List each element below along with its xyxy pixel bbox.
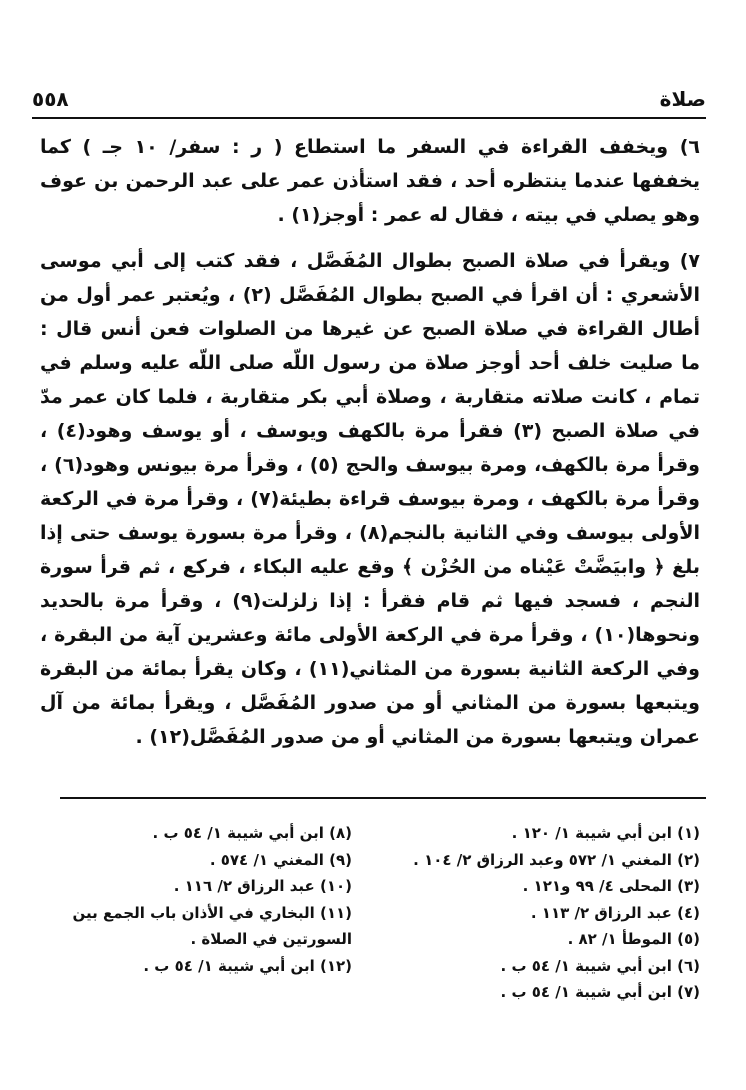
footnote: (٢) المغني ١/ ٥٧٢ وعبد الرزاق ٢/ ١٠٤ .	[413, 850, 700, 869]
footnotes	[40, 820, 700, 1006]
footnote: (١) ابن أبي شيبة ١/ ١٢٠ .	[511, 824, 700, 842]
footnote: (١٢) ابن أبي شيبة ١/ ٥٤ ب .	[143, 956, 352, 975]
footnote: (٦) ابن أبي شيبة ١/ ٥٤ ب .	[500, 956, 700, 975]
paragraph-6: ٦) ويخفف القراءة في السفر ما استطاع ( ر : سفر/ ١٠ جـ ) كما يخففها عندما ينتظره أحد ، فقد استأذن عمر على عبد الرحمن بن عوف وهو يصلي في بيته ، فقال له عمر : أوجز(١) .	[40, 136, 700, 226]
header-rule	[32, 117, 706, 119]
footnote: (٥) الموطأ ١/ ٨٢ .	[567, 930, 700, 948]
footnote: (٧) ابن أبي شيبة ١/ ٥٤ ب .	[500, 983, 700, 1001]
running-title: صلاة	[659, 87, 706, 111]
footnote: (٩) المغني ١/ ٥٧٤ .	[209, 850, 352, 869]
footnote: (٨) ابن أبي شيبة ١/ ٥٤ ب .	[152, 824, 352, 842]
page-header	[32, 82, 706, 116]
footnote: (١١) البخاري في الأذان باب الجمع بين السورتين في الصلاة .	[72, 903, 352, 948]
footnotes-left-column	[40, 820, 352, 1006]
paragraph-7: ٧) ويقرأ في صلاة الصبح بطوال المُفَصَّل ، فقد كتب إلى أبي موسى الأشعري : أن اقرأ في الصبح بطوال المُفَصَّل (٢) ، ويُعتبر عمر أول من أطال القراءة في صلاة الصبح عن غيرها من الصلوات فعن أنس قال : ما صليت خلف أحد أوجز صلاة من رسول اللّه صلى اللّه عليه وسلم في تمام ، كانت صلاته متقاربة ، وصلاة أبي بكر متقاربة ، فلما كان عمر مدّ في صلاة الصبح (٣) فقرأ مرة بالكهف ويوسف ، أو يوسف وهود(٤) ، وقرأ مرة بالكهف، ومرة بيوسف والحج (٥) ، وقرأ مرة بيونس وهود(٦) ، وقرأ مرة بالكهف ، ومرة بيوسف قراءة بطيئة(٧) ، وقرأ مرة في الركعة الأولى بيوسف وفي الثانية بالنجم(٨) ، وقرأ مرة بسورة يوسف حتى إذا بلغ ﴿ وابيَضَّتْ عَيْناه من الحُزْن ﴾ وقع عليه البكاء ، فركع ، ثم قرأ سورة النجم ، فسجد فيها ثم قام فقرأ : إذا زلزلت(٩) ، وقرأ مرة بالحديد ونحوها(١٠) ، وقرأ مرة في الركعة الأولى مائة وعشرين آية من البقرة ، وفي الركعة الثانية بسورة من المثاني(١١) ، وكان يقرأ بمائة من البقرة ويتبعها بسورة من المثاني أو من صدور المُفَصَّل ، ويقرأ بمائة من آل عمران ويتبعها بسورة من المثاني أو من صدور المُفَصَّل(١٢) .	[40, 250, 701, 748]
footnote-rule	[60, 797, 706, 799]
footnote: (١٠) عبد الرزاق ٢/ ١١٦ .	[173, 877, 352, 895]
body-text	[40, 130, 700, 766]
page-number: ٥٥٨	[32, 87, 69, 111]
footnotes-right-column	[388, 820, 700, 1006]
footnote: (٤) عبد الرزاق ٢/ ١١٣ .	[530, 903, 700, 922]
footnote: (٣) المحلى ٤/ ٩٩ و١٢١ .	[522, 877, 700, 895]
